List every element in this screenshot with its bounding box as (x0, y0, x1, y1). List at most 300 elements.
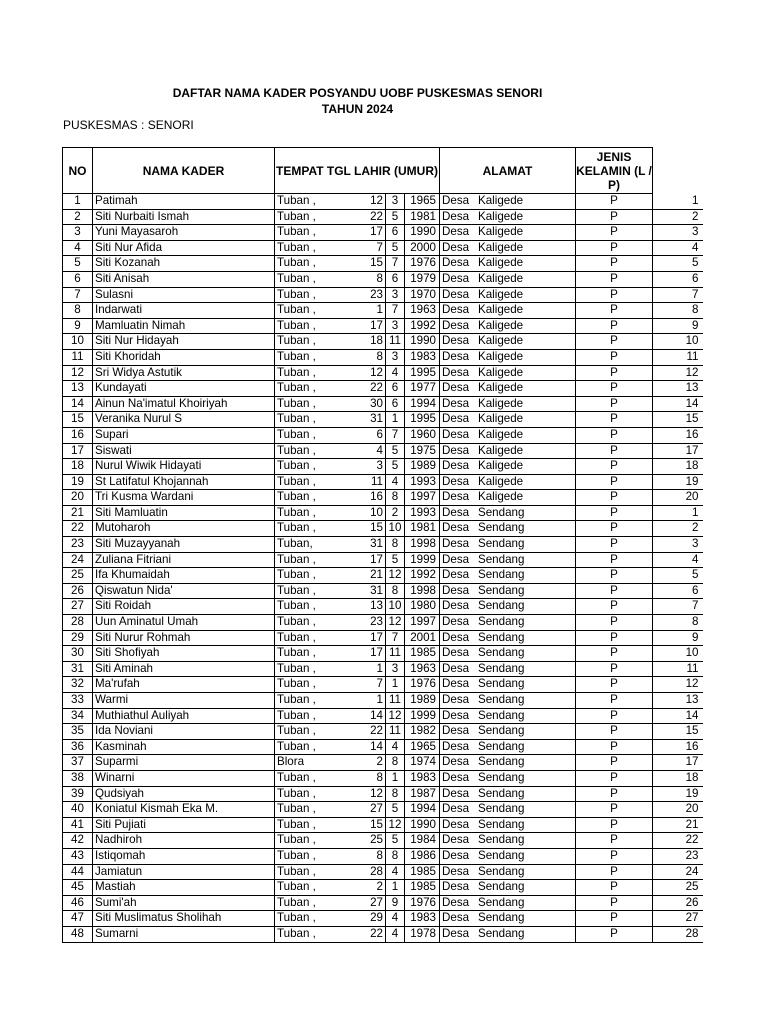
row-tgl-day: 11 (362, 474, 386, 490)
row-desa-name: Sendang (478, 848, 525, 862)
table-row (63, 661, 703, 677)
row-nama: St Latifatul Khojannah (93, 474, 275, 490)
row-seq: 12 (685, 365, 699, 379)
row-tempat: Tuban , (275, 552, 362, 568)
row-tgl-day: 29 (362, 911, 386, 927)
row-tgl-day: 8 (362, 848, 386, 864)
row-jenis-kelamin: P (576, 926, 653, 942)
row-tgl-month: 10 (386, 599, 405, 615)
row-desa-prefix: Desa (442, 630, 470, 644)
row-desa-prefix: Desa (442, 615, 470, 629)
row-seq: 8 (692, 303, 699, 317)
row-tgl-month: 3 (386, 194, 405, 210)
row-no: 36 (63, 739, 93, 755)
row-desa-prefix: Desa (442, 412, 470, 426)
row-no: 18 (63, 459, 93, 475)
table-row (63, 880, 703, 896)
row-jenis-kelamin: P (576, 505, 653, 521)
row-jenis-kelamin: P (576, 537, 653, 553)
row-alamat (440, 443, 576, 459)
row-desa-prefix: Desa (442, 537, 470, 551)
row-tempat: Tuban , (275, 770, 362, 786)
row-desa-name: Sendang (478, 521, 525, 535)
table-row (63, 194, 703, 210)
row-desa-prefix: Desa (442, 256, 470, 270)
row-tgl-month: 9 (386, 895, 405, 911)
row-seq: 26 (685, 895, 699, 909)
row-tgl-day: 23 (362, 287, 386, 303)
row-desa-prefix: Desa (442, 739, 470, 753)
row-alamat (440, 739, 576, 755)
row-tempat: Tuban , (275, 521, 362, 537)
row-tgl-month: 4 (386, 926, 405, 942)
row-no: 28 (63, 615, 93, 631)
row-desa-name: Kaligede (478, 334, 524, 348)
row-nama: Mastiah (93, 880, 275, 896)
row-no: 2 (63, 209, 93, 225)
row-tgl-day: 22 (362, 724, 386, 740)
table-row (63, 318, 703, 334)
row-nama: Zuliana Fitriani (93, 552, 275, 568)
row-jenis-kelamin: P (576, 209, 653, 225)
row-tempat: Tuban , (275, 677, 362, 693)
row-tempat: Tuban , (275, 661, 362, 677)
row-nama: Veranika Nurul S (93, 412, 275, 428)
row-jenis-kelamin: P (576, 521, 653, 537)
row-alamat (440, 505, 576, 521)
row-nama: Kasminah (93, 739, 275, 755)
row-desa-name: Kaligede (478, 490, 524, 504)
row-nama: Sri Widya Astutik (93, 365, 275, 381)
row-tgl-month: 7 (386, 303, 405, 319)
row-seq: 13 (685, 381, 699, 395)
row-no: 17 (63, 443, 93, 459)
row-desa-name: Sendang (478, 693, 525, 706)
row-seq: 16 (685, 427, 699, 441)
row-desa-prefix: Desa (442, 349, 470, 363)
row-nama: Siswati (93, 443, 275, 459)
row-alamat (440, 490, 576, 506)
row-alamat (440, 615, 576, 631)
row-tgl-day: 8 (362, 271, 386, 287)
row-desa-prefix: Desa (442, 521, 470, 535)
row-alamat (440, 895, 576, 911)
row-tgl-year: 1983 (405, 911, 440, 927)
row-jenis-kelamin: P (576, 271, 653, 287)
table-row (63, 630, 703, 646)
row-alamat (440, 646, 576, 662)
row-no: 1 (63, 194, 93, 210)
row-tgl-year: 1987 (405, 786, 440, 802)
row-tempat: Tuban , (275, 256, 362, 272)
row-tempat: Tuban , (275, 599, 362, 615)
row-nama: Sumi'ah (93, 895, 275, 911)
row-tgl-month: 5 (386, 802, 405, 818)
row-jenis-kelamin: P (576, 599, 653, 615)
row-tgl-year: 1980 (405, 599, 440, 615)
row-jenis-kelamin: P (576, 911, 653, 927)
row-tgl-year: 1992 (405, 568, 440, 584)
row-no: 30 (63, 646, 93, 662)
row-desa-prefix: Desa (442, 802, 470, 816)
row-tgl-year: 1982 (405, 724, 440, 740)
row-seq: 28 (685, 926, 699, 940)
row-tempat: Tuban , (275, 427, 362, 443)
row-seq: 10 (685, 334, 699, 348)
row-tgl-day: 14 (362, 708, 386, 724)
table-row (63, 271, 703, 287)
row-tgl-year: 1990 (405, 817, 440, 833)
row-tgl-day: 2 (362, 755, 386, 771)
row-desa-name: Sendang (478, 646, 525, 660)
row-desa-name: Sendang (478, 802, 525, 816)
row-seq: 6 (692, 271, 699, 285)
row-tgl-year: 1994 (405, 396, 440, 412)
row-jenis-kelamin: P (576, 474, 653, 490)
table-row (63, 708, 703, 724)
row-tempat: Tuban , (275, 490, 362, 506)
table-row (63, 833, 703, 849)
row-desa-name: Sendang (478, 537, 525, 551)
row-seq: 4 (692, 240, 699, 254)
row-jenis-kelamin: P (576, 755, 653, 771)
row-nama: Indarwati (93, 303, 275, 319)
row-nama: Koniatul Kismah Eka M. (93, 802, 275, 818)
row-tgl-month: 3 (386, 318, 405, 334)
row-desa-prefix: Desa (442, 287, 470, 301)
row-desa-name: Sendang (478, 599, 525, 613)
row-nama: Ifa Khumaidah (93, 568, 275, 584)
row-tgl-month: 6 (386, 271, 405, 287)
row-alamat (440, 911, 576, 927)
row-tgl-month: 5 (386, 240, 405, 256)
row-tgl-month: 3 (386, 661, 405, 677)
table-row (63, 568, 703, 584)
row-alamat (440, 880, 576, 896)
row-nama: Sumarni (93, 926, 275, 942)
row-desa-name: Sendang (478, 552, 525, 566)
row-desa-name: Kaligede (478, 303, 524, 317)
table-row (63, 334, 703, 350)
row-nama: Uun Aminatul Umah (93, 615, 275, 631)
row-no: 39 (63, 786, 93, 802)
row-nama: Siti Mamluatin (93, 505, 275, 521)
row-seq: 25 (685, 880, 699, 894)
row-seq: 3 (692, 537, 699, 551)
row-tgl-day: 8 (362, 770, 386, 786)
row-tempat: Tuban , (275, 693, 362, 709)
row-tgl-month: 10 (386, 521, 405, 537)
row-nama: Suparmi (93, 755, 275, 771)
row-desa-prefix: Desa (442, 693, 470, 706)
row-jenis-kelamin: P (576, 287, 653, 303)
row-alamat (440, 365, 576, 381)
row-tgl-year: 1990 (405, 334, 440, 350)
row-tgl-year: 1999 (405, 552, 440, 568)
row-tgl-year: 1974 (405, 755, 440, 771)
row-desa-prefix: Desa (442, 817, 470, 831)
row-tgl-year: 1983 (405, 770, 440, 786)
row-alamat (440, 412, 576, 428)
table-row (63, 537, 703, 553)
row-tgl-day: 31 (362, 412, 386, 428)
row-jenis-kelamin: P (576, 427, 653, 443)
row-tgl-month: 1 (386, 412, 405, 428)
row-tgl-month: 11 (386, 646, 405, 662)
row-tgl-day: 12 (362, 365, 386, 381)
table-row (63, 303, 703, 319)
table-row (63, 209, 703, 225)
row-jenis-kelamin: P (576, 864, 653, 880)
row-desa-prefix: Desa (442, 427, 470, 441)
row-tempat: Tuban , (275, 911, 362, 927)
row-no: 41 (63, 817, 93, 833)
row-alamat (440, 755, 576, 771)
row-tempat: Tuban , (275, 786, 362, 802)
row-alamat (440, 817, 576, 833)
row-jenis-kelamin: P (576, 365, 653, 381)
row-tgl-month: 11 (386, 693, 405, 709)
row-alamat (440, 568, 576, 584)
row-desa-name: Kaligede (478, 318, 524, 332)
row-jenis-kelamin: P (576, 240, 653, 256)
row-nama: Siti Nurbaiti Ismah (93, 209, 275, 225)
row-jenis-kelamin: P (576, 677, 653, 693)
row-jenis-kelamin: P (576, 568, 653, 584)
row-tgl-year: 1976 (405, 256, 440, 272)
table-row (63, 739, 703, 755)
row-alamat (440, 256, 576, 272)
row-jenis-kelamin: P (576, 443, 653, 459)
row-tgl-month: 1 (386, 677, 405, 693)
row-tgl-day: 31 (362, 583, 386, 599)
row-tgl-month: 7 (386, 256, 405, 272)
row-tgl-month: 5 (386, 552, 405, 568)
row-no: 19 (63, 474, 93, 490)
row-desa-name: Sendang (478, 661, 525, 675)
row-tgl-day: 2 (362, 880, 386, 896)
row-desa-prefix: Desa (442, 786, 470, 800)
row-desa-name: Kaligede (478, 459, 524, 473)
table-row (63, 786, 703, 802)
row-jenis-kelamin: P (576, 724, 653, 740)
row-jenis-kelamin: P (576, 895, 653, 911)
row-desa-name: Sendang (478, 505, 525, 519)
row-tempat: Tuban , (275, 833, 362, 849)
row-tgl-day: 12 (362, 194, 386, 210)
row-tgl-day: 18 (362, 334, 386, 350)
header-seq-blank (653, 148, 703, 194)
row-no: 11 (63, 349, 93, 365)
table-row (63, 396, 703, 412)
row-seq: 7 (692, 599, 699, 613)
row-tempat: Tuban , (275, 209, 362, 225)
row-tempat: Tuban , (275, 739, 362, 755)
row-desa-prefix: Desa (442, 381, 470, 395)
header-alamat: ALAMAT (440, 148, 576, 194)
row-tgl-month: 2 (386, 505, 405, 521)
row-desa-name: Sendang (478, 817, 525, 831)
row-desa-name: Kaligede (478, 443, 524, 457)
row-tgl-day: 30 (362, 396, 386, 412)
row-alamat (440, 427, 576, 443)
row-desa-prefix: Desa (442, 474, 470, 488)
row-tgl-month: 3 (386, 287, 405, 303)
row-desa-name: Sendang (478, 926, 525, 940)
row-desa-prefix: Desa (442, 661, 470, 675)
row-tempat: Tuban , (275, 194, 362, 210)
row-tgl-day: 13 (362, 599, 386, 615)
header-ttl: TEMPAT TGL LAHIR (UMUR) (275, 148, 440, 194)
row-tgl-month: 5 (386, 209, 405, 225)
table-row (63, 599, 703, 615)
row-tgl-month: 12 (386, 817, 405, 833)
row-tempat: Tuban , (275, 802, 362, 818)
row-desa-name: Kaligede (478, 365, 524, 379)
row-desa-name: Sendang (478, 833, 525, 847)
row-tempat: Tuban , (275, 583, 362, 599)
row-alamat (440, 786, 576, 802)
row-jenis-kelamin: P (576, 490, 653, 506)
row-tgl-month: 1 (386, 770, 405, 786)
row-desa-prefix: Desa (442, 303, 470, 317)
row-tgl-day: 17 (362, 225, 386, 241)
row-tgl-year: 1989 (405, 693, 440, 709)
table-row (63, 693, 703, 709)
row-desa-name: Kaligede (478, 381, 524, 395)
row-tempat: Tuban, (275, 537, 362, 553)
table-row (63, 505, 703, 521)
row-tgl-month: 4 (386, 474, 405, 490)
row-desa-name: Kaligede (478, 427, 524, 441)
row-no: 20 (63, 490, 93, 506)
row-desa-name: Kaligede (478, 396, 524, 410)
row-tgl-year: 1995 (405, 365, 440, 381)
row-alamat (440, 708, 576, 724)
row-alamat (440, 521, 576, 537)
row-jenis-kelamin: P (576, 630, 653, 646)
row-seq: 3 (692, 225, 699, 239)
row-nama: Supari (93, 427, 275, 443)
row-alamat (440, 334, 576, 350)
row-tempat: Tuban , (275, 271, 362, 287)
row-desa-prefix: Desa (442, 225, 470, 239)
row-desa-prefix: Desa (442, 880, 470, 894)
row-tgl-month: 7 (386, 427, 405, 443)
row-desa-name: Kaligede (478, 271, 524, 285)
row-desa-name: Sendang (478, 755, 525, 769)
row-desa-prefix: Desa (442, 911, 470, 925)
row-alamat (440, 287, 576, 303)
row-tgl-year: 1976 (405, 677, 440, 693)
row-no: 21 (63, 505, 93, 521)
row-nama: Yuni Mayasaroh (93, 225, 275, 241)
row-jenis-kelamin: P (576, 256, 653, 272)
kader-table (62, 147, 703, 943)
row-desa-name: Kaligede (478, 209, 524, 223)
row-no: 12 (63, 365, 93, 381)
row-tgl-year: 1986 (405, 848, 440, 864)
row-nama: Sulasni (93, 287, 275, 303)
row-seq: 2 (692, 521, 699, 535)
table-row (63, 474, 703, 490)
header-no: NO (63, 148, 93, 194)
row-tgl-month: 8 (386, 848, 405, 864)
row-tempat: Tuban , (275, 318, 362, 334)
row-desa-prefix: Desa (442, 646, 470, 660)
row-alamat (440, 396, 576, 412)
row-seq: 14 (685, 708, 699, 722)
row-tgl-day: 8 (362, 349, 386, 365)
row-desa-name: Sendang (478, 770, 525, 784)
row-alamat (440, 926, 576, 942)
row-nama: Siti Khoridah (93, 349, 275, 365)
row-nama: Winarni (93, 770, 275, 786)
row-tgl-day: 16 (362, 490, 386, 506)
row-desa-prefix: Desa (442, 708, 470, 722)
row-nama: Siti Kozanah (93, 256, 275, 272)
row-tgl-year: 1992 (405, 318, 440, 334)
row-desa-prefix: Desa (442, 568, 470, 582)
row-tgl-year: 1990 (405, 225, 440, 241)
row-no: 8 (63, 303, 93, 319)
row-jenis-kelamin: P (576, 848, 653, 864)
row-desa-prefix: Desa (442, 318, 470, 332)
row-nama: Siti Nur Afida (93, 240, 275, 256)
row-desa-prefix: Desa (442, 864, 470, 878)
row-tgl-day: 7 (362, 240, 386, 256)
row-nama: Warmi (93, 693, 275, 709)
row-tempat: Tuban , (275, 864, 362, 880)
row-seq: 15 (685, 724, 699, 738)
row-desa-prefix: Desa (442, 194, 470, 207)
row-tempat: Tuban , (275, 630, 362, 646)
row-tgl-month: 7 (386, 630, 405, 646)
row-alamat (440, 349, 576, 365)
table-row (63, 240, 703, 256)
row-seq: 12 (685, 677, 699, 691)
row-alamat (440, 770, 576, 786)
row-nama: Tri Kusma Wardani (93, 490, 275, 506)
row-desa-prefix: Desa (442, 240, 470, 254)
row-nama: Siti Anisah (93, 271, 275, 287)
row-desa-name: Kaligede (478, 287, 524, 301)
row-tempat: Tuban , (275, 895, 362, 911)
row-tempat: Tuban , (275, 724, 362, 740)
row-tgl-year: 1994 (405, 802, 440, 818)
row-tgl-year: 1981 (405, 521, 440, 537)
row-tgl-year: 1970 (405, 287, 440, 303)
row-seq: 17 (685, 443, 699, 457)
row-no: 13 (63, 381, 93, 397)
row-tempat: Tuban , (275, 505, 362, 521)
row-tgl-day: 1 (362, 693, 386, 709)
row-no: 5 (63, 256, 93, 272)
table-row (63, 926, 703, 942)
row-alamat (440, 194, 576, 210)
row-tempat: Tuban , (275, 568, 362, 584)
row-tgl-year: 1975 (405, 443, 440, 459)
row-desa-name: Kaligede (478, 240, 524, 254)
row-jenis-kelamin: P (576, 786, 653, 802)
row-nama: Mutoharoh (93, 521, 275, 537)
row-desa-name: Sendang (478, 739, 525, 753)
row-alamat (440, 802, 576, 818)
row-seq: 8 (692, 615, 699, 629)
row-no: 14 (63, 396, 93, 412)
row-seq: 17 (685, 755, 699, 769)
row-tempat: Tuban , (275, 646, 362, 662)
